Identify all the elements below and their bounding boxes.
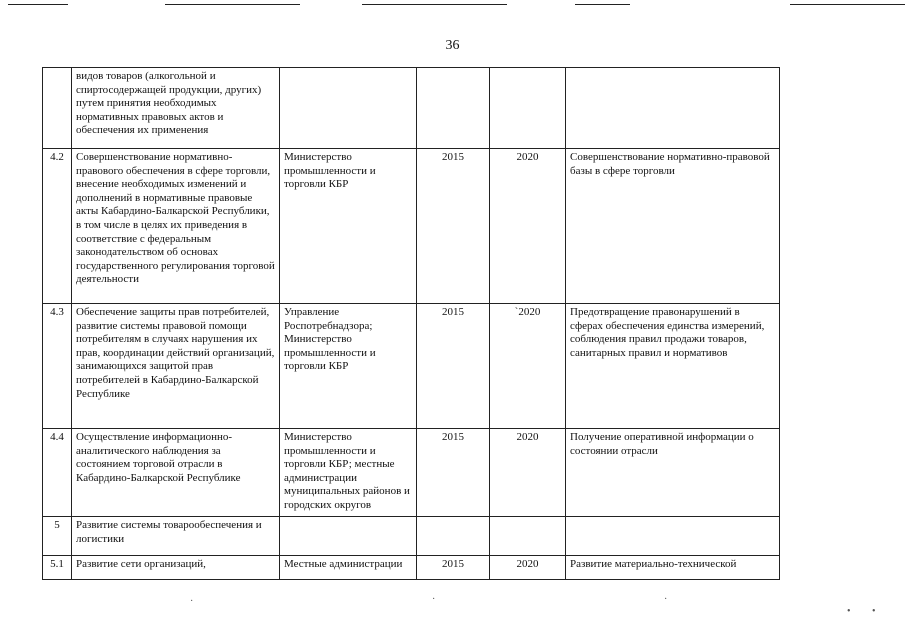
start-year-cell: 2015 bbox=[417, 304, 490, 429]
scan-speck: • bbox=[872, 606, 876, 617]
start-year-cell bbox=[417, 68, 490, 149]
start-year-cell: 2015 bbox=[417, 429, 490, 517]
executor-cell: Управление Роспотребнадзора; Министерство промышленности и торговли КБР bbox=[280, 304, 417, 429]
header-rule bbox=[790, 4, 905, 5]
table-row bbox=[43, 304, 780, 429]
header-rule bbox=[575, 4, 630, 5]
header-rule bbox=[165, 4, 300, 5]
end-year-cell: 2020 bbox=[490, 429, 566, 517]
measures-table bbox=[42, 67, 780, 580]
table-row bbox=[43, 68, 780, 149]
measure-cell: Развитие системы товарообеспечения и логистики bbox=[72, 517, 280, 556]
executor-cell: Министерство промышленности и торговли КБР bbox=[280, 149, 417, 304]
result-cell bbox=[566, 517, 780, 556]
end-year-cell: `2020 bbox=[490, 304, 566, 429]
result-cell: Развитие материально-технической bbox=[566, 556, 780, 580]
scan-speck: · bbox=[664, 594, 668, 605]
end-year-cell: 2020 bbox=[490, 149, 566, 304]
measure-cell: Развитие сети организаций, bbox=[72, 556, 280, 580]
start-year-cell: 2015 bbox=[417, 556, 490, 580]
page-number: 36 bbox=[445, 38, 460, 53]
result-cell: Предотвращение правонарушений в сферах обеспечения единства измерений, соблюдения правил продажи товаров, санитарных правил и нормативов bbox=[566, 304, 780, 429]
measure-cell: видов товаров (алкогольной и спиртосодержащей продукции, других) путем принятия необходимых нормативных правовых актов и обеспечения их применения bbox=[72, 68, 280, 149]
scan-speck: · bbox=[432, 594, 436, 605]
table-row bbox=[43, 556, 780, 580]
end-year-cell bbox=[490, 68, 566, 149]
start-year-cell bbox=[417, 517, 490, 556]
scan-speck: · bbox=[190, 596, 194, 607]
scan-speck: • bbox=[847, 606, 851, 617]
table-row bbox=[43, 149, 780, 304]
end-year-cell bbox=[490, 517, 566, 556]
row-number: 5 bbox=[43, 517, 72, 556]
header-rule bbox=[8, 4, 68, 5]
executor-cell bbox=[280, 68, 417, 149]
row-number: 4.2 bbox=[43, 149, 72, 304]
end-year-cell: 2020 bbox=[490, 556, 566, 580]
row-number: 4.4 bbox=[43, 429, 72, 517]
measure-cell: Обеспечение защиты прав потребителей, развитие системы правовой помощи потребителям в случаях нарушения их прав, координации действий организаций, занимающихся защитой прав потребителей в Кабардино-Балкарской Республике bbox=[72, 304, 280, 429]
executor-cell: Местные администрации bbox=[280, 556, 417, 580]
table-row bbox=[43, 517, 780, 556]
row-number: 5.1 bbox=[43, 556, 72, 580]
row-number bbox=[43, 68, 72, 149]
measure-cell: Осуществление информационно-аналитического наблюдения за состоянием торговой отрасли в Кабардино-Балкарской Республике bbox=[72, 429, 280, 517]
executor-cell bbox=[280, 517, 417, 556]
result-cell: Получение оперативной информации о состоянии отрасли bbox=[566, 429, 780, 517]
measure-cell: Совершенствование нормативно-правового обеспечения в сфере торговли, внесение необходимых изменений и дополнений в нормативные правовые акты Кабардино-Балкарской Республики, в том числе в целях их приведения в соответствие с федеральным законодательством об основах государственного регулирования торговой деятельности bbox=[72, 149, 280, 304]
start-year-cell: 2015 bbox=[417, 149, 490, 304]
result-cell bbox=[566, 68, 780, 149]
executor-cell: Министерство промышленности и торговли КБР; местные администрации муниципальных районов и городских округов bbox=[280, 429, 417, 517]
row-number: 4.3 bbox=[43, 304, 72, 429]
header-rule bbox=[362, 4, 507, 5]
table-row bbox=[43, 429, 780, 517]
result-cell: Совершенствование нормативно-правовой базы в сфере торговли bbox=[566, 149, 780, 304]
